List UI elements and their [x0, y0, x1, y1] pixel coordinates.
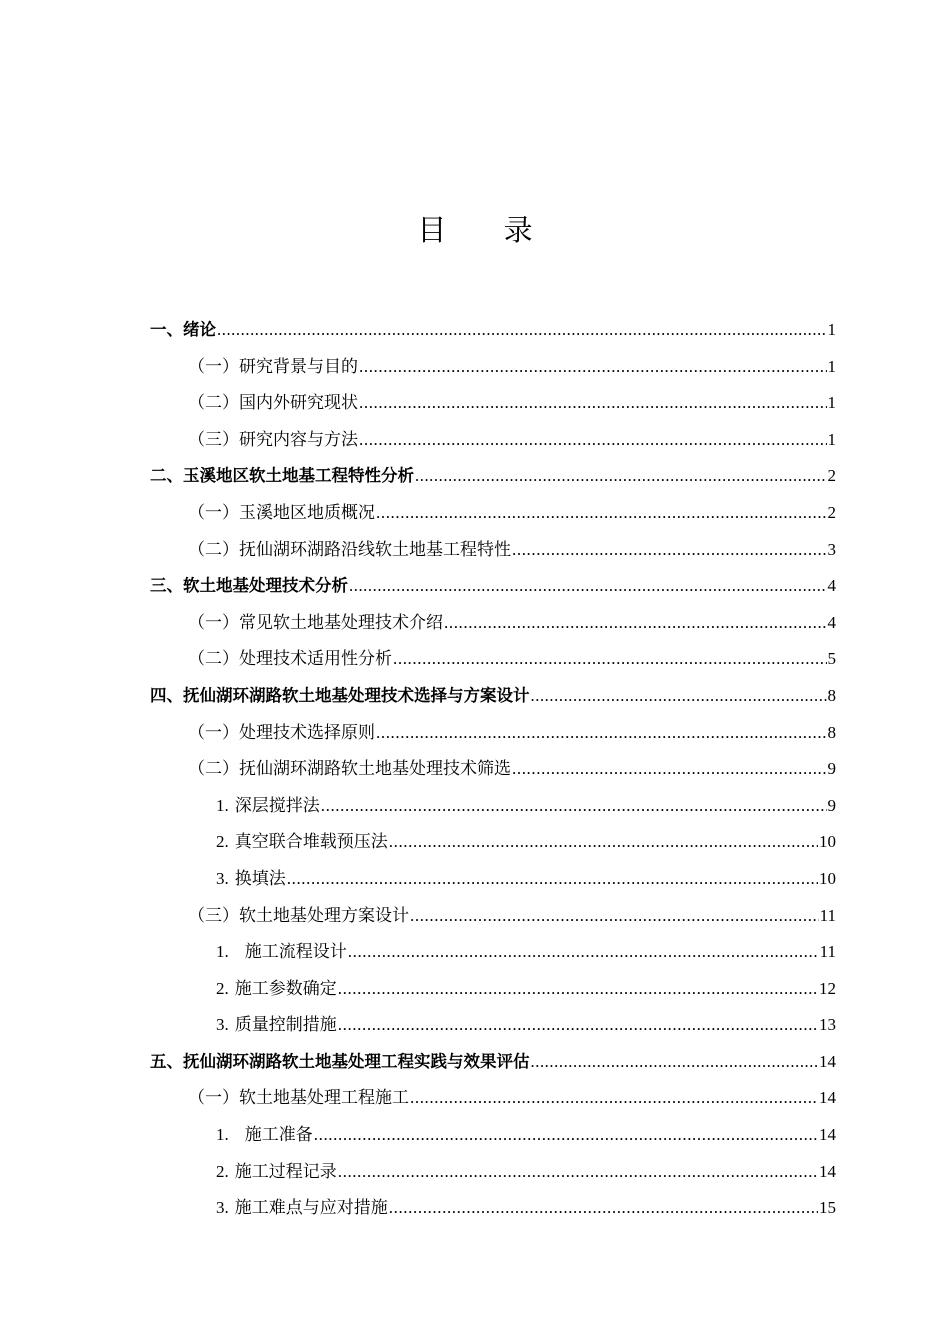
toc-entry-page-number: 13 — [819, 1015, 836, 1035]
toc-entry[interactable] — [150, 971, 836, 1008]
toc-entry-page-number: 10 — [819, 868, 836, 888]
toc-entry[interactable] — [150, 641, 836, 678]
table-of-contents — [150, 312, 836, 1227]
toc-entry-label: 五、抚仙湖环湖路软土地基处理工程实践与效果评估 — [150, 1051, 530, 1071]
toc-entry-label: 真空联合堆载预压法 — [234, 832, 388, 852]
toc-entry-label: （二）抚仙湖环湖路软土地基处理技术筛选 — [188, 759, 511, 779]
toc-entry[interactable] — [150, 824, 836, 861]
toc-entry-label: （一）处理技术选择原则 — [188, 722, 375, 742]
toc-entry[interactable] — [150, 788, 836, 825]
toc-entry-number: 1. — [216, 1125, 229, 1145]
toc-entry-label: 四、抚仙湖环湖路软土地基处理技术选择与方案设计 — [150, 685, 530, 705]
toc-entry[interactable] — [150, 715, 836, 752]
toc-entry[interactable] — [150, 312, 836, 349]
toc-entry[interactable] — [150, 1190, 836, 1227]
toc-entry-label: 施工参数确定 — [234, 978, 337, 998]
toc-entry-label: 三、软土地基处理技术分析 — [150, 576, 348, 596]
toc-entry-label: 施工准备 — [244, 1125, 313, 1145]
toc-entry-page-number: 9 — [827, 795, 836, 815]
toc-entry-page-number: 11 — [819, 942, 836, 962]
dot-leader — [359, 349, 827, 386]
toc-entry[interactable] — [150, 1080, 836, 1117]
toc-entry-number: 3. — [216, 868, 229, 888]
toc-entry-number: 2. — [216, 1161, 229, 1181]
dot-leader — [531, 678, 827, 715]
toc-entry-number: 3. — [216, 1015, 229, 1035]
dot-leader — [321, 788, 827, 825]
toc-entry-page-number: 4 — [827, 576, 836, 596]
toc-entry-label: 质量控制措施 — [234, 1015, 337, 1035]
dot-leader — [338, 971, 818, 1008]
dot-leader — [359, 422, 827, 459]
toc-entry-label: （一）研究背景与目的 — [188, 356, 358, 376]
toc-entry-page-number: 8 — [827, 685, 836, 705]
toc-entry[interactable] — [150, 458, 836, 495]
toc-entry[interactable] — [150, 385, 836, 422]
toc-entry-page-number: 5 — [827, 649, 836, 669]
dot-leader — [338, 1154, 818, 1191]
dot-leader — [415, 458, 827, 495]
toc-entry-number: 1. — [216, 942, 229, 962]
toc-entry-number: 2. — [216, 832, 229, 852]
dot-leader — [512, 532, 827, 569]
toc-entry-label: 施工流程设计 — [244, 942, 347, 962]
toc-entry-label: （一）玉溪地区地质概况 — [188, 502, 375, 522]
toc-entry[interactable] — [150, 1117, 836, 1154]
toc-entry-label: （二）处理技术适用性分析 — [188, 649, 392, 669]
toc-entry[interactable] — [150, 678, 836, 715]
toc-entry-page-number: 14 — [819, 1125, 836, 1145]
toc-entry-page-number: 1 — [827, 393, 836, 413]
toc-entry-page-number: 15 — [819, 1198, 836, 1218]
toc-entry-label: （二）国内外研究现状 — [188, 393, 358, 413]
toc-entry-page-number: 3 — [827, 539, 836, 559]
toc-entry-page-number: 14 — [819, 1161, 836, 1181]
dot-leader — [287, 861, 818, 898]
dot-leader — [338, 1007, 818, 1044]
toc-entry-page-number: 14 — [819, 1051, 836, 1071]
toc-entry-page-number: 12 — [819, 978, 836, 998]
dot-leader — [314, 1117, 818, 1154]
toc-entry[interactable] — [150, 1154, 836, 1191]
toc-entry-label: 二、玉溪地区软土地基工程特性分析 — [150, 466, 414, 486]
toc-entry[interactable] — [150, 1044, 836, 1081]
dot-leader — [376, 495, 827, 532]
toc-entry-page-number: 2 — [827, 502, 836, 522]
dot-leader — [410, 898, 819, 935]
toc-entry[interactable] — [150, 898, 836, 935]
toc-entry[interactable] — [150, 568, 836, 605]
toc-entry-label: 施工难点与应对措施 — [234, 1198, 388, 1218]
toc-entry-page-number: 11 — [819, 905, 836, 925]
toc-entry-page-number: 8 — [827, 722, 836, 742]
toc-entry-page-number: 4 — [827, 612, 836, 632]
dot-leader — [531, 1044, 819, 1081]
toc-entry[interactable] — [150, 605, 836, 642]
dot-leader — [359, 385, 827, 422]
toc-entry-label: 施工过程记录 — [234, 1161, 337, 1181]
toc-entry[interactable] — [150, 349, 836, 386]
dot-leader — [217, 312, 827, 349]
dot-leader — [376, 715, 827, 752]
dot-leader — [389, 824, 818, 861]
toc-entry-label: （二）抚仙湖环湖路沿线软土地基工程特性 — [188, 539, 511, 559]
dot-leader — [444, 605, 827, 642]
toc-entry-label: 一、绪论 — [150, 320, 216, 339]
toc-entry-number: 3. — [216, 1198, 229, 1218]
toc-entry-page-number: 14 — [819, 1088, 836, 1108]
toc-entry-page-number: 1 — [827, 429, 836, 449]
dot-leader — [410, 1080, 818, 1117]
toc-entry-number: 2. — [216, 978, 229, 998]
toc-entry[interactable] — [150, 495, 836, 532]
dot-leader — [512, 751, 827, 788]
toc-entry[interactable] — [150, 1007, 836, 1044]
toc-entry-page-number: 10 — [819, 832, 836, 852]
toc-entry[interactable] — [150, 934, 836, 971]
toc-entry-label: 深层搅拌法 — [234, 795, 320, 815]
toc-entry-number: 1. — [216, 795, 229, 815]
toc-entry-label: （一）软土地基处理工程施工 — [188, 1088, 409, 1108]
page-title: 目 录 — [417, 213, 557, 247]
dot-leader — [349, 568, 827, 605]
toc-entry-label: （一）常见软土地基处理技术介绍 — [188, 612, 443, 632]
toc-entry-page-number: 1 — [827, 320, 836, 339]
dot-leader — [348, 934, 819, 971]
toc-entry-page-number: 2 — [827, 466, 836, 486]
toc-entry-label: 换填法 — [234, 868, 286, 888]
dot-leader — [393, 641, 827, 678]
toc-entry-page-number: 9 — [827, 759, 836, 779]
toc-entry-label: （三）研究内容与方法 — [188, 429, 358, 449]
dot-leader — [389, 1190, 818, 1227]
toc-entry[interactable] — [150, 532, 836, 569]
toc-entry[interactable] — [150, 422, 836, 459]
toc-entry[interactable] — [150, 861, 836, 898]
toc-entry-label: （三）软土地基处理方案设计 — [188, 905, 409, 925]
toc-entry-page-number: 1 — [827, 356, 836, 376]
toc-entry[interactable] — [150, 751, 836, 788]
